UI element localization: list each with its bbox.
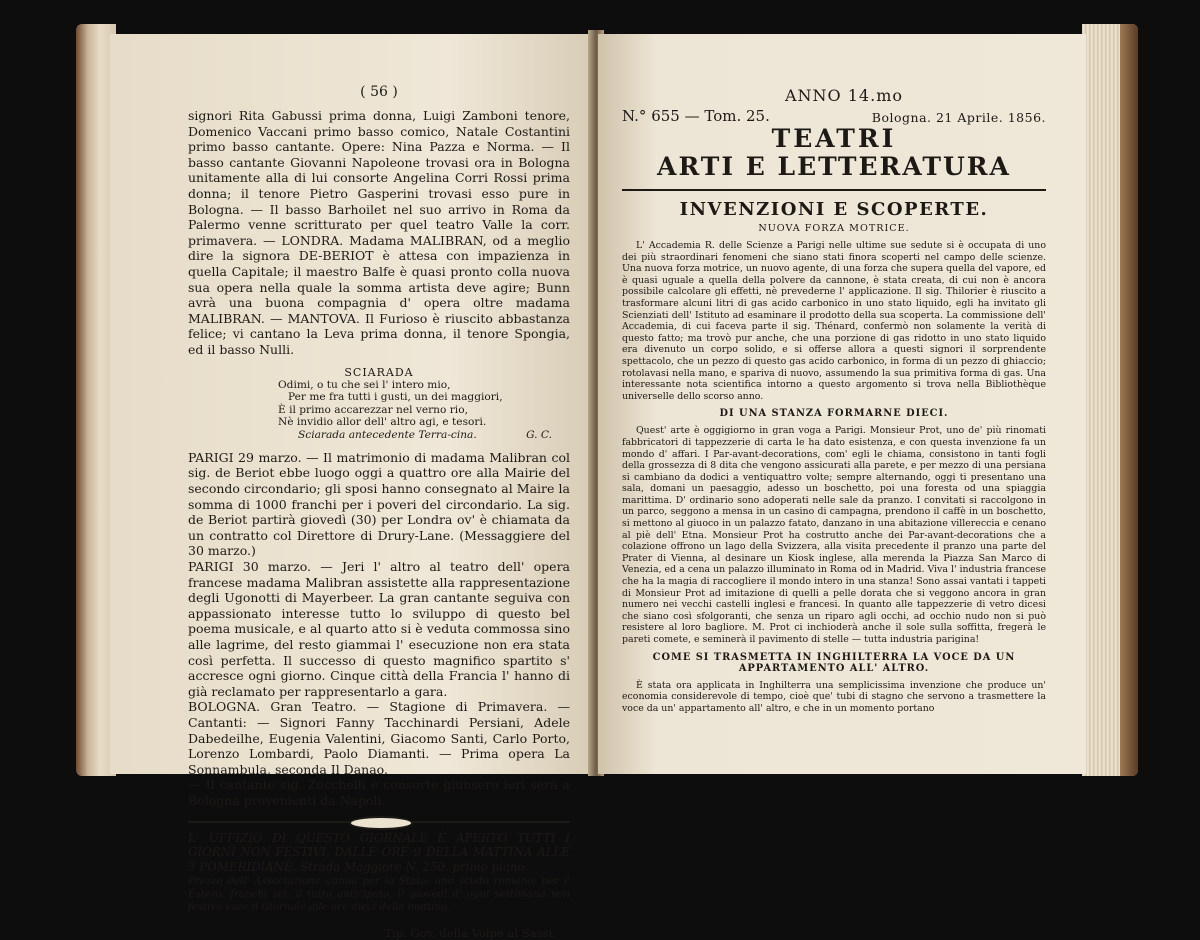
issue-meta — [622, 107, 1046, 125]
riddle-line: Odimi, o tu che sei l' intero mio, — [278, 378, 451, 391]
issue-date: Bologna. 21 Aprile. 1856. — [871, 110, 1046, 125]
masthead-line-2: ARTI E LETTERATURA — [657, 152, 1011, 181]
paris-30-march-article: PARIGI 30 marzo. — Jeri l' altro al teatro dell' opera francese madama Malibran assistette alla rappresentazione degli Ugonotti di Mayerbeer. La gran cantante seguiva con appassionato interesse tutto lo sviluppo di questo bel poema musicale, e al quarto atto si è veduta commossa sino alle lagrime, del resto giammai l' esecuzione non era stata così perfetta. Il successo di questo magnifico spartito s' accresce ogni giorno. Cinque città della Francia l' hanno di già reclamato per rappresentarlo a gara. — [188, 559, 570, 699]
riddle-footer — [188, 429, 570, 442]
bologna-theatre-article: BOLOGNA. Gran Teatro. — Stagione di Primavera. — Cantanti: — Signori Fanny Tacchinardi Persiani, Adele Dabedeilhe, Eugenia Valentini, Giacomo Santi, Carlo Porto, Lorenzo Lombardi, Paolo Diamanti. — Prima opera La Sonnambula, seconda Il Danao. — [188, 699, 570, 777]
printer-line: Tip. Gov. della Volpe al Sassi. — [384, 925, 556, 940]
voice-tubes-article: È stata ora applicata in Inghilterra una semplicissima invenzione che produce un' economia considerevole di tempo, cioè que' tubi di stagno che servono a trasmettere la voce da un' appartamento all' altro, e che in un momento portano — [622, 679, 1046, 714]
issue-number: N.° 655 — Tom. 25. — [622, 107, 770, 125]
book-edge-right — [1082, 24, 1138, 776]
page-number: ( 56 ) — [360, 84, 398, 100]
left-page — [110, 34, 594, 940]
subheading-ten-rooms: DI UNA STANZA FORMARNE DIECI. — [719, 408, 949, 420]
ten-rooms-article: Quest' arte è oggigiorno in gran voga a Parigi. Monsieur Prot, uno de' più rinomati fabbricatori di tappezzerie di carta le ha dato esistenza, e con questa invenzione fa un mondo d' affari. I Par-avant-decorations, com' egli le chiama, consistono in tanti fogli della grossezza di 8 dita che vengono assicurati alla parete, e per mezzo di una persiana si cambiano da dodici a ventiquattro volte; sempre alternando, oggi ti presentano una sala, domani un paesaggio, adesso un boschetto, poi una foresta od una spiaggia marittima. D' ordinario sono adoperati nelle sale da pranzo. I convitati si raccolgono in un parco, seggono a mensa in un casino di campagna, prendono il caffè in un boschetto, si mettono al giuoco in un palazzo fatato, danzano in una abitazione villereccia e cenano al piè dell' Etna. Monsieur Prot ha costrutto anche dei Par-avant-decorations che a colazione offrono un lago della Svizzera, alla visita precedente il pranzo una parte del Prater di Vienna, al desinare un Kiosk inglese, alla merenda la Piazza San Marco di Venezia, ed a cena un palazzo illuminato in Roma od in Madrid. Viva l' industria francese che ha la magia di raccogliere il mondo intero in una stanza! Sono assai vantati i tappeti di Monsieur Prot ad imitazione di quelli a pelle dorata che si veggono ancora in gran numero nei vecchi castelli inglesi e francesi. In quanto alle tappezzerie di vetro dicesi che siano così sfolgoranti, che senza un riparo agli occhi, ad occhio nudo non si può resistere al loro bagliore. M. Prot ci inchioderà anche il sole sulla soffitta, fregerà le pareti comete, e seminerà il pavimento di stelle — tutta industria parigina! — [622, 425, 1046, 645]
riddle-line: Nè invidio allor dell' altro agi, e tesori. — [278, 416, 487, 429]
riddle-title: SCIARADA — [344, 365, 414, 379]
subscription-notice: Prezzo dell' Associazione annua per lo Stato: uno scudo romano; per l' Estero: franchi sei; il tutto anticipato. Il giovedì d' ogni settimana non festivo esce il Giornale alle ore dieci della mattina. — [188, 875, 570, 913]
zucchelli-note: — Il cantante sig. Zucchelli e consorte giunsero ieri sera a Bologna provenienti da Napoli. — [188, 777, 570, 808]
riddle-answer: Sciarada antecedente Terra-cina. — [298, 428, 477, 441]
subheading-voice-tubes: COME SI TRASMETTA IN INGHILTERRA LA VOCE DA UN APPARTAMENTO ALL' ALTRO. — [652, 651, 1016, 674]
right-page — [598, 34, 1086, 774]
masthead-rule — [622, 189, 1046, 191]
ornamental-rule — [188, 819, 570, 825]
riddle-verse — [188, 379, 570, 429]
riddle-line: È il primo accarezzar nel verno rio, — [278, 403, 468, 416]
theatre-news-lead: signori Rita Gabussi prima donna, Luigi Zamboni tenore, Domenico Vaccani primo basso comico, Natale Costantini primo basso cantante. Opere: Nina Pazza e Norma. — Il basso cantante Giovanni Napoleone trovasi ora in Bologna unitamente alla di lui consorte Angelina Corri Rossi prima donna; il tenore Pietro Gasperini trovasi esso pure in Bologna. — Il basso Barhoilet nel suo arrivo in Roma da Palermo venne scritturato per quel teatro Valle la corr. primavera. — LONDRA. Madama MALIBRAN, od a meglio dire la signora DE-BERIOT è attesa con impazienza in quella Capitale; il maestro Balfe è quasi pronto colla nuova sua opera nella quale la somma artista deve agire; Bunn avrà una buona compagnia d' opera oltre madama MALIBRAN. — MANTOVA. Il Furioso è riuscito abbastanza felice; vi cantano la Leva prima donna, il tenore Spongia, ed il basso Nulli. — [188, 108, 570, 357]
riddle-line: Per me fra tutti i gusti, un dei maggiori, — [288, 391, 503, 404]
riddle-signature: G. C. — [526, 428, 552, 441]
office-hours-notice: L' UFFIZIO DI QUESTO GIORNALE È APERTO TUTTI I GIORNI NON FESTIVI, DALLE ORE 9 DELLA MATTINA ALLE 3 POMERIDIANE. Strada Maggiore N. 250. primo piano. — [188, 830, 570, 875]
masthead-line-1: TEATRI — [771, 124, 897, 153]
subheading-motive-force: NUOVA FORZA MOTRICE. — [758, 223, 910, 234]
motive-force-article: L' Accademia R. delle Scienze a Parigi nelle ultime sue sedute si è occupata di uno dei più straordinari fenomeni che siano stati finora scoperti nel campo delle scienze. Una nuova forza motrice, un nuovo agente, di una forza che supera quella del vapore, ed è quasi uguale a quella della polvere da cannone, è stata creata, di cui non è ancora possibile calcolare gli effetti, nè prevederne l' applicazione. Il sig. Thilorier è riuscito a trasformare alcuni litri di gas acido carbonico in uno stato liquido, egli ha invitato gli Scienziati dell' Istituto ad esaminare il prodotto della sua scoperta. La commissione dell' Accademia, di cui faceva parte il sig. Thénard, confermò non solamente la verità di questo fatto; ma trovò pur anche, che una porzione di gas ridotto in uno stato liquido era divenuto un corpo solido, e si offerse allora a questi signori il sorprendente spettacolo, che un pezzo di questo gas acido carbonico, in forma di un pezzo di ghiaccio; rotolavasi nella mano, e spariva di nuovo, assumendo la sua primitiva forma di gas. Una interessante nota scientifica intorno a questo argomento si trova nella Bibliothèque universelle dello scorso anno. — [622, 240, 1046, 402]
year-volume: ANNO 14.mo — [784, 86, 903, 105]
paris-29-march-article: PARIGI 29 marzo. — Il matrimonio di madama Malibran col sig. de Beriot ebbe luogo oggi a quattro ore alla Mairie del secondo circondario; gli sposi hanno consegnato al Maire la somma di 1000 franchi per i poveri del circondario. La sig. de Beriot partirà giovedì (30) per Londra ov' è chiamata da un contratto col Direttore di Drury-Lane. (Messaggiere del 30 marzo.) — [188, 449, 570, 559]
section-title: INVENZIONI E SCOPERTE. — [679, 199, 989, 220]
